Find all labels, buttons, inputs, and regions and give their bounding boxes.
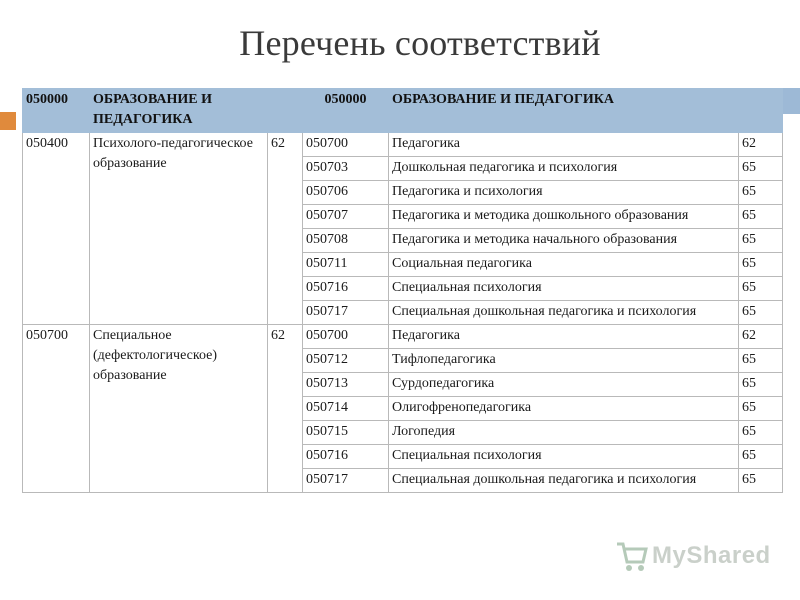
specialty-name: Сурдопедагогика [389,373,739,397]
correspondence-table [22,88,783,493]
specialty-name: Педагогика и методика дошкольного образования [389,205,739,229]
specialty-code: 050703 [303,157,389,181]
accent-bar [0,112,16,130]
specialty-level: 65 [739,469,783,493]
group-code: 050400 [23,133,90,325]
table-header-row [23,89,783,133]
specialty-code: 050713 [303,373,389,397]
specialty-name: Специальная психология [389,445,739,469]
header-old-code: 050000 [23,89,90,133]
page-title: Перечень соответствий [239,23,601,63]
specialty-name: Педагогика [389,133,739,157]
specialty-level: 62 [739,133,783,157]
specialty-code: 050707 [303,205,389,229]
specialty-name: Педагогика [389,325,739,349]
group-name: Специальное (дефектологическое) образование [90,325,268,493]
specialty-code: 050716 [303,277,389,301]
specialty-name: Логопедия [389,421,739,445]
specialty-code: 050716 [303,445,389,469]
group-level: 62 [268,325,303,493]
table-row [23,325,783,349]
group-name: Психолого-педагогическое образование [90,133,268,325]
specialty-level: 62 [739,325,783,349]
cart-icon [614,538,650,574]
watermark [612,538,800,576]
specialty-name: Дошкольная педагогика и психология [389,157,739,181]
specialty-name: Педагогика и методика начального образования [389,229,739,253]
specialty-name: Специальная дошкольная педагогика и психология [389,469,739,493]
specialty-code: 050706 [303,181,389,205]
group-level: 62 [268,133,303,325]
specialty-level: 65 [739,301,783,325]
group-code: 050700 [23,325,90,493]
header-old-name: ОБРАЗОВАНИЕ И ПЕДАГОГИКА [90,89,303,133]
specialty-code: 050717 [303,301,389,325]
table-body [23,133,783,493]
specialty-name: Педагогика и психология [389,181,739,205]
specialty-level: 65 [739,205,783,229]
specialty-code: 050715 [303,421,389,445]
specialty-level: 65 [739,277,783,301]
specialty-level: 65 [739,349,783,373]
specialty-name: Социальная педагогика [389,253,739,277]
specialty-name: Олигофренопедагогика [389,397,739,421]
header-new-name: ОБРАЗОВАНИЕ И ПЕДАГОГИКА [389,89,783,133]
watermark-text: MyShared [652,542,771,569]
specialty-code: 050714 [303,397,389,421]
specialty-level: 65 [739,229,783,253]
header-new-code: 050000 [303,89,389,133]
specialty-level: 65 [739,421,783,445]
specialty-code: 050708 [303,229,389,253]
specialty-level: 65 [739,373,783,397]
specialty-name: Специальная дошкольная педагогика и психология [389,301,739,325]
specialty-level: 65 [739,397,783,421]
header-edge-decoration [782,88,800,114]
specialty-name: Специальная психология [389,277,739,301]
specialty-level: 65 [739,253,783,277]
specialty-code: 050712 [303,349,389,373]
specialty-code: 050711 [303,253,389,277]
specialty-level: 65 [739,157,783,181]
specialty-code: 050717 [303,469,389,493]
specialty-level: 65 [739,181,783,205]
specialty-name: Тифлопедагогика [389,349,739,373]
table-row [23,133,783,157]
specialty-code: 050700 [303,133,389,157]
specialty-code: 050700 [303,325,389,349]
specialty-level: 65 [739,445,783,469]
